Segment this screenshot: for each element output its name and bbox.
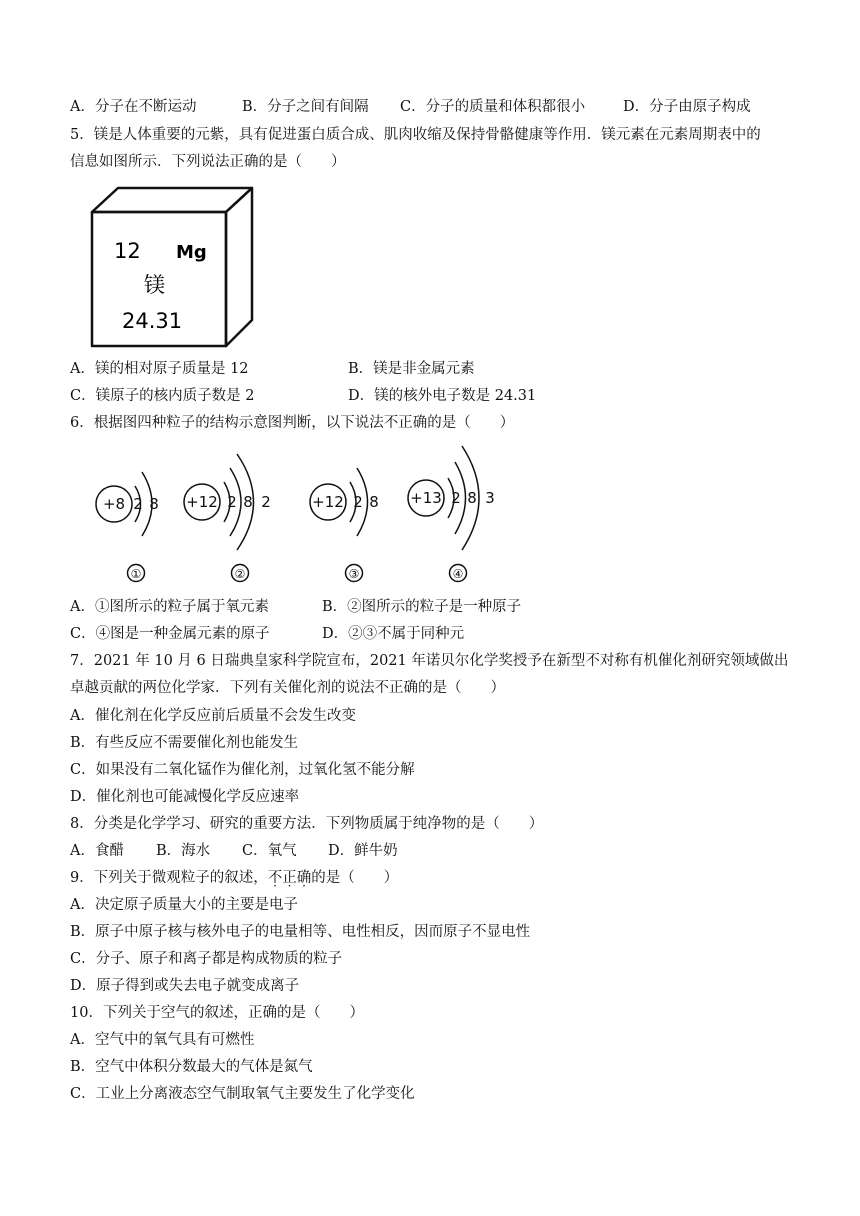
q6-stem: 6．根据图四种粒子的结构示意图判断，以下说法不正确的是（ ） [70, 415, 515, 431]
q10-option-a: A．空气中的氧气具有可燃性 [70, 1032, 255, 1048]
q7-stem-line1: 7．2021 年 10 月 6 日瑞典皇家科学院宣布，2021 年诺贝尔化学奖授予在新型不对称有机催化剂研究领域做出 [70, 653, 789, 669]
q9-emphasis-char: 不 [267, 870, 283, 886]
q7-option-a: A．催化剂在化学反应前后质量不会发生改变 [70, 708, 356, 724]
element-name: 镁 [144, 273, 165, 297]
p3-label: ③ [348, 567, 360, 581]
q9-emphasis-char: 确 [296, 870, 312, 886]
q9-stem [70, 868, 398, 888]
q9-emphasis-char: 正 [282, 870, 297, 886]
q5-option-d: D．镁的核外电子数是 24.31 [348, 388, 537, 404]
q9-stem-pre: 9．下列关于微观粒子的叙述， [70, 870, 268, 886]
p3-shell-2: 8 [369, 493, 379, 511]
q10-option-b: B．空气中体积分数最大的气体是氮气 [70, 1059, 313, 1075]
p2-shell-3: 2 [261, 493, 271, 511]
p2-nucleus: +12 [186, 493, 218, 511]
p3-nucleus: +12 [312, 493, 344, 511]
q9-stem-post: 的是（ ） [311, 870, 399, 886]
q6-option-a: A．①图所示的粒子属于氧元素 [70, 599, 269, 615]
p4-label: ④ [452, 567, 464, 581]
q7-option-c: C．如果没有二氧化锰作为催化剂，过氧化氢不能分解 [70, 762, 415, 778]
q4-option-b: B．分子之间有间隔 [242, 99, 369, 115]
q9-option-a: A．决定原子质量大小的主要是电子 [70, 897, 298, 913]
p4-nucleus: +13 [410, 489, 442, 507]
q9-option-d: D．原子得到或失去电子就变成离子 [70, 978, 300, 994]
p1-shell-1: 2 [133, 495, 143, 513]
p2-label: ② [234, 567, 246, 581]
q7-stem-line2: 卓越贡献的两位化学家．下列有关催化剂的说法不正确的是（ ） [70, 680, 505, 696]
q7-option-d: D．催化剂也可能减慢化学反应速率 [70, 789, 300, 805]
p4-shell-2: 8 [467, 489, 477, 507]
q9-stem-emphasis [268, 870, 312, 886]
q5-option-c: C．镁原子的核内质子数是 2 [70, 388, 255, 404]
p4-shell-3: 3 [485, 489, 495, 507]
q10-stem: 10．下列关于空气的叙述，正确的是（ ） [70, 1005, 364, 1021]
q6-option-b: B．②图所示的粒子是一种原子 [322, 599, 522, 615]
q4-option-a: A．分子在不断运动 [70, 99, 197, 115]
p2-shell-2: 8 [243, 493, 253, 511]
q5-stem-line1: 5．镁是人体重要的元紫，具有促进蛋白质合成、肌肉收缩及保持骨骼健康等作用．镁元素在元素周期表中的 [70, 127, 761, 143]
q8-option-b: B．海水 [156, 843, 211, 859]
q4-option-c: C．分子的质量和体积都很小 [400, 99, 586, 115]
q8-option-c: C．氧气 [242, 843, 297, 859]
q5-stem-line2: 信息如图所示．下列说法正确的是（ ） [70, 154, 346, 170]
q5-option-b: B．镁是非金属元素 [348, 361, 475, 377]
p3-shell-1: 2 [353, 493, 363, 511]
q5-option-a: A．镁的相对原子质量是 12 [70, 361, 249, 377]
atomic-mass: 24.31 [122, 309, 183, 333]
atomic-number: 12 [114, 239, 141, 263]
q6-option-c: C．④图是一种金属元素的原子 [70, 626, 270, 642]
q8-stem: 8．分类是化学学习、研究的重要方法．下列物质属于纯净物的是（ ） [70, 816, 544, 832]
p1-label: ① [130, 567, 142, 581]
p2-shell-1: 2 [227, 493, 237, 511]
p4-shell-1: 2 [451, 489, 461, 507]
q8-option-a: A．食醋 [70, 843, 124, 859]
element-symbol: Mg [176, 242, 207, 263]
q10-option-c: C．工业上分离液态空气制取氧气主要发生了化学变化 [70, 1086, 415, 1102]
q6-option-d: D．②③不属于同种元 [322, 626, 465, 642]
q8-option-d: D．鲜牛奶 [328, 843, 398, 859]
q4-option-d: D．分子由原子构成 [623, 99, 751, 115]
particle-structure-diagrams [80, 438, 520, 586]
p1-shell-2: 8 [149, 495, 159, 513]
p1-nucleus: +8 [102, 495, 126, 513]
q9-option-c: C．分子、原子和离子都是构成物质的粒子 [70, 951, 343, 967]
periodic-table-cell-magnesium [84, 184, 264, 350]
q9-option-b: B．原子中原子核与核外电子的电量相等、电性相反，因而原子不显电性 [70, 924, 531, 940]
q7-option-b: B．有些反应不需要催化剂也能发生 [70, 735, 299, 751]
